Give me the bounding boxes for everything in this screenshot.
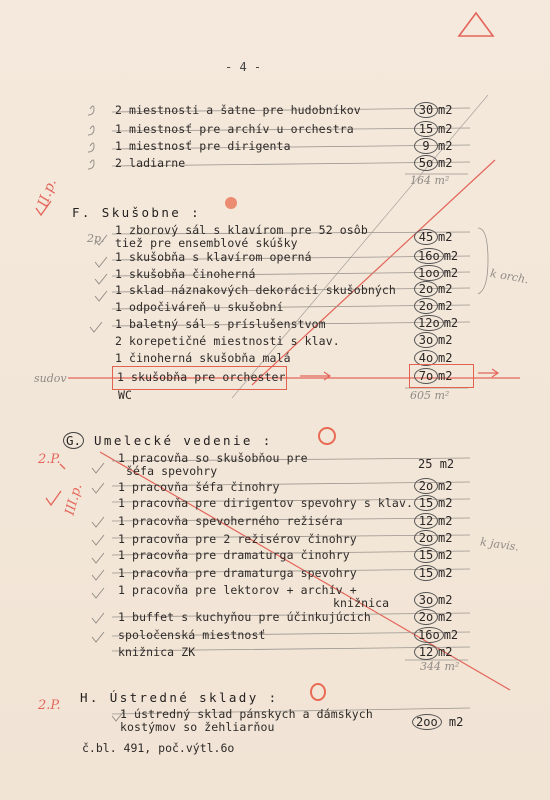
red-annotation-2p-g: 2.P. — [38, 452, 61, 467]
f-qty-7: 3o m2 — [414, 332, 452, 348]
section-h-heading: H. Ústredné sklady : — [80, 690, 279, 705]
f-qty-6: 12o m2 — [414, 315, 458, 331]
red-annotation-2p-h: 2.P. — [38, 698, 61, 713]
top-qty-2: 15 m2 — [414, 121, 452, 137]
g-row-11: knižnica ZK — [118, 645, 196, 659]
g-row-6: 1 pracovňa pre dramaturga činohry — [118, 548, 350, 562]
g-qty-1: 25 m2 — [418, 457, 455, 471]
f-qty-5: 2o m2 — [414, 298, 452, 314]
top-qty-3: 9 m2 — [414, 138, 452, 154]
g-pencil-total: 344 m² — [420, 660, 460, 673]
g-row-9: 1 buffet s kuchyňou pre účinkujúcich — [118, 610, 371, 624]
g-qty-10: 16o m2 — [414, 627, 458, 643]
f-row-2: 1 skušobňa s klavírom operná — [115, 250, 312, 264]
h-qty-1: 2oo m2 — [412, 714, 463, 730]
f-qty-9: 7o m2 — [414, 368, 452, 384]
g-row-2: 1 pracovňa šéfa činohry — [118, 480, 280, 494]
f-qty-4: 2o m2 — [414, 281, 452, 297]
g-qty-8: 3o m2 — [414, 592, 452, 608]
pencil-sudov: sudov — [34, 372, 67, 385]
g-qty-6: 15 m2 — [414, 547, 452, 563]
g-row-3: 1 pracovňa pre dirigentov spevohry s klav. — [118, 496, 413, 510]
f-row-7: 2 korepetičné miestnosti s klav. — [115, 334, 340, 348]
top-row-3: 1 miestnosť pre dirigenta — [115, 139, 291, 153]
g-row-1: 1 pracovňa so skušobňou pre šéfa spevohry — [118, 451, 308, 478]
red-annotation-II: II.p. — [35, 176, 60, 210]
f-pencil-total: 605 m² — [410, 389, 450, 402]
red-circle-g — [318, 427, 336, 445]
f-row-4: 1 sklad náznakových dekorácií skušobných — [115, 283, 396, 297]
f-qty-3: 1oo m2 — [414, 265, 458, 281]
section-g-letter: G. — [63, 432, 84, 449]
section-f-heading: F. Skušobne : — [72, 205, 202, 220]
pencil-2p: 2p. — [87, 232, 105, 245]
top-pencil-total: 164 m² — [410, 174, 450, 187]
red-annotation-III: III.p. — [62, 482, 86, 517]
f-row-9: 1 skušobňa pre orchester — [117, 370, 286, 384]
f-qty-2: 16o m2 — [414, 248, 458, 264]
f-row-1: 1 zborový sál s klavírom pre 52 osôb tiež pre ensemblové skúšky — [115, 223, 368, 250]
page-number: - 4 - — [225, 60, 262, 74]
section-g-heading: G. Umelecké vedenie : — [63, 432, 273, 449]
g-row-7: 1 pracovňa pre dramaturga spevohry — [118, 566, 357, 580]
f-row-5: 1 odpočiváreň u skušobní — [115, 300, 284, 314]
red-dot-f — [225, 197, 237, 209]
top-row-4: 2 ladiarne — [115, 156, 186, 170]
g-qty-2: 2o m2 — [414, 478, 452, 494]
f-row-8: 1 činoherná skušobňa malá — [115, 351, 291, 365]
f-qty-8: 4o m2 — [414, 350, 452, 366]
red-circle-h — [310, 683, 326, 701]
f-qty-1: 45 m2 — [414, 229, 452, 245]
g-qty-7: 15 m2 — [414, 565, 452, 581]
top-row-2: 1 miestnosť pre archív u orchestra — [115, 122, 354, 136]
footer-note: č.bl. 491, poč.výtl.6o — [82, 741, 235, 755]
g-qty-9: 2o m2 — [414, 609, 452, 625]
top-qty-4: 5o m2 — [414, 155, 452, 171]
g-row-10: spoločenská miestnosť — [118, 628, 266, 642]
f-row-10: WC — [118, 388, 133, 402]
f-row-3: 1 skušobňa činoherná — [115, 267, 256, 281]
g-qty-11: 12 m2 — [414, 644, 452, 660]
pencil-k-orch: k orch. — [489, 266, 530, 287]
g-row-8: 1 pracovňa pre lektorov + archív + knižnica — [118, 583, 390, 610]
g-qty-3: 15 m2 — [414, 495, 452, 511]
top-row-1: 2 miestnosti a šatne pre hudobníkov — [115, 103, 361, 117]
g-row-4: 1 pracovňa spevoherného režiséra — [118, 514, 343, 528]
f-row-6: 1 baletný sál s príslušenstvom — [115, 317, 326, 331]
top-qty-1: 30 m2 — [414, 102, 452, 118]
g-qty-4: 12 m2 — [414, 513, 452, 529]
g-row-5: 1 pracovňa pre 2 režisérov činohry — [118, 532, 357, 546]
h-row-1: 1 ústredný sklad pánskych a dámskych kostýmov so žehliarňou — [120, 707, 373, 734]
g-qty-5: 2o m2 — [414, 530, 452, 546]
pencil-k-javis: k javis. — [479, 535, 520, 554]
